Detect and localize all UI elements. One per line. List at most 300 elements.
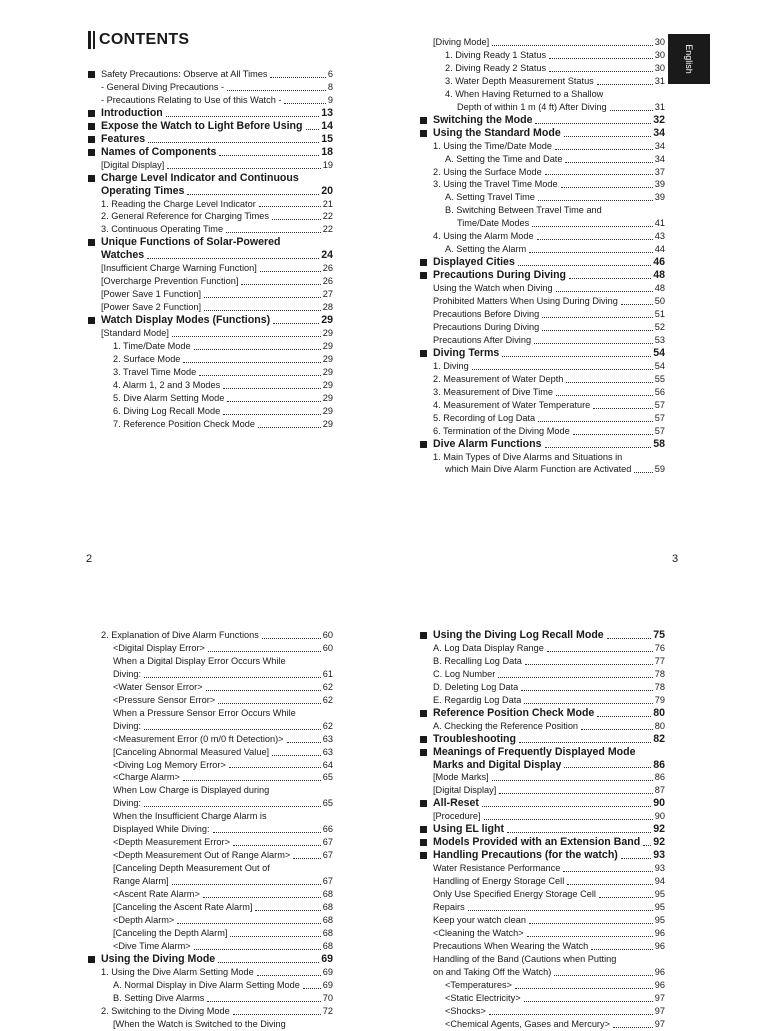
toc-entry <box>420 655 665 668</box>
toc-entry-page: 62 <box>322 694 333 705</box>
toc-leader-dots <box>183 780 321 781</box>
toc-entry <box>88 392 333 405</box>
toc-entry <box>88 405 333 418</box>
toc-entry-title: <Water Sensor Error> <box>113 681 203 692</box>
toc-column-4 <box>420 629 665 1031</box>
toc-entry-page: 6 <box>327 69 333 79</box>
toc-entry <box>420 797 665 810</box>
toc-leader-dots <box>172 884 321 885</box>
toc-leader-dots <box>555 149 653 150</box>
toc-leader-dots <box>207 1001 320 1002</box>
toc-entry-page: 34 <box>653 126 665 139</box>
toc-leader-dots <box>597 716 651 717</box>
toc-entry-title: 6. Termination of the Diving Mode <box>433 425 570 436</box>
toc-leader-dots <box>564 767 651 768</box>
toc-entry <box>88 966 333 979</box>
toc-entry-title: A. Setting the Time and Date <box>445 153 563 164</box>
toc-entry-title: Watches <box>101 249 145 262</box>
toc-entry-page: 78 <box>654 681 665 692</box>
toc-entry-title: 3. Using the Travel Time Mode <box>433 179 558 190</box>
toc-entry <box>420 733 665 746</box>
toc-entry-title: All-Reset <box>420 797 479 810</box>
toc-entry-page: 30 <box>654 37 665 47</box>
toc-entry-title: Precautions When Wearing the Watch <box>433 940 589 951</box>
toc-leader-dots <box>547 651 653 652</box>
toc-entry-page: 95 <box>654 914 665 925</box>
toc-entry <box>88 81 333 94</box>
toc-entry <box>88 68 333 81</box>
toc-entry-page: 96 <box>654 927 665 938</box>
toc-entry-title: Keep your watch clean <box>433 914 526 925</box>
toc-entry-title: [Canceling the Ascent Rate Alarm] <box>113 902 253 913</box>
toc-leader-dots <box>549 58 653 59</box>
toc-leader-dots <box>199 375 321 376</box>
toc-entry-page: 29 <box>322 418 333 429</box>
toc-entry-title: - Precautions Relating to Use of this Watch - <box>101 94 282 105</box>
toc-entry <box>88 327 333 340</box>
toc-entry <box>88 223 333 236</box>
toc-entry <box>420 849 665 862</box>
toc-leader-dots <box>273 323 319 324</box>
toc-entry-title: B. Switching Between Travel Time and <box>445 205 602 216</box>
toc-entry-title: - General Diving Precautions - <box>101 81 225 92</box>
toc-entry <box>88 862 333 875</box>
toc-leader-dots <box>569 278 651 279</box>
toc-entry-title: 1. Reading the Charge Level Indicator <box>101 198 256 209</box>
toc-leader-dots <box>499 793 652 794</box>
toc-entry-title: <Pressure Sensor Error> <box>113 694 216 705</box>
toc-entry <box>420 463 665 476</box>
toc-entry <box>420 412 665 425</box>
toc-entry-title: Introduction <box>88 107 163 120</box>
toc-entry-page: 56 <box>654 386 665 397</box>
toc-entry-title: When a Digital Display Error Occurs While <box>113 655 286 666</box>
toc-entry <box>88 629 333 642</box>
toc-entry-title: C. Log Number <box>433 668 496 679</box>
toc-entry-title: <Depth Alarm> <box>113 914 175 925</box>
toc-leader-dots <box>208 651 321 652</box>
toc-entry-page: 68 <box>322 914 333 925</box>
toc-entry-page: 29 <box>322 379 333 390</box>
toc-entry-title: 1. Main Types of Dive Alarms and Situations in <box>433 451 623 462</box>
toc-leader-dots <box>227 401 320 402</box>
toc-leader-dots <box>607 638 652 639</box>
toc-entry-page: 61 <box>322 668 333 679</box>
toc-entry-title: 7. Reference Position Check Mode <box>113 418 255 429</box>
toc-entry <box>88 849 333 862</box>
toc-entry-page: 66 <box>322 824 333 835</box>
toc-leader-dots <box>573 434 653 435</box>
toc-leader-dots <box>597 84 653 85</box>
toc-entry <box>88 642 333 655</box>
toc-entry-page: 39 <box>654 179 665 190</box>
toc-leader-dots <box>507 832 651 833</box>
toc-entry-page: 57 <box>654 412 665 423</box>
toc-entry-page: 96 <box>654 966 665 977</box>
toc-entry <box>420 642 665 655</box>
toc-leader-dots <box>621 304 653 305</box>
toc-leader-dots <box>223 414 321 415</box>
toc-entry <box>88 1005 333 1018</box>
toc-entry <box>420 321 665 334</box>
toc-entry <box>420 836 665 849</box>
toc-entry-page: 86 <box>653 758 665 771</box>
toc-leader-dots <box>538 200 653 201</box>
toc-entry <box>88 198 333 211</box>
toc-entry-page: 65 <box>322 798 333 809</box>
toc-entry <box>420 127 665 140</box>
toc-entry-title: 3. Water Depth Measurement Status <box>445 75 594 86</box>
toc-entry-page: 80 <box>653 706 665 719</box>
toc-entry-page: 68 <box>322 940 333 951</box>
toc-entry-page: 97 <box>654 992 665 1003</box>
toc-column-1 <box>88 68 333 431</box>
toc-entry <box>420 114 665 127</box>
toc-entry <box>88 901 333 914</box>
toc-leader-dots <box>532 226 653 227</box>
toc-entry <box>420 153 665 166</box>
toc-leader-dots <box>167 168 320 169</box>
toc-entry-page: 59 <box>654 464 665 475</box>
toc-entry <box>88 733 333 746</box>
toc-entry-page: 78 <box>654 668 665 679</box>
toc-entry-page: 48 <box>653 269 665 282</box>
toc-leader-dots <box>218 703 321 704</box>
toc-entry-title: Handling of Energy Storage Cell <box>433 876 565 887</box>
toc-leader-dots <box>284 103 325 104</box>
toc-entry-title: [Power Save 1 Function] <box>101 289 202 300</box>
toc-leader-dots <box>538 421 653 422</box>
toc-entry-title: Expose the Watch to Light Before Using <box>88 120 303 133</box>
toc-entry-title: Using the Diving Mode <box>88 953 215 966</box>
toc-leader-dots <box>260 271 321 272</box>
toc-entry <box>88 927 333 940</box>
toc-entry-page: 19 <box>322 159 333 170</box>
toc-entry-page: 29 <box>322 341 333 352</box>
toc-entry <box>420 88 665 101</box>
toc-entry <box>420 914 665 927</box>
toc-entry <box>420 204 665 217</box>
toc-entry <box>88 133 333 146</box>
toc-leader-dots <box>144 677 321 678</box>
toc-entry-page: 70 <box>322 992 333 1003</box>
toc-entry-title: Using the Standard Mode <box>420 127 561 140</box>
toc-leader-dots <box>482 806 651 807</box>
toc-entry-page: 27 <box>322 289 333 300</box>
toc-entry-page: 69 <box>321 952 333 965</box>
toc-entry-title: <Diving Log Memory Error> <box>113 759 226 770</box>
toc-entry <box>420 217 665 230</box>
toc-entry-page: 29 <box>321 314 333 327</box>
toc-leader-dots <box>204 310 321 311</box>
toc-entry-title: on and Taking Off the Watch) <box>433 966 552 977</box>
toc-entry <box>88 746 333 759</box>
toc-leader-dots <box>515 988 653 989</box>
toc-entry-page: 31 <box>654 101 665 112</box>
toc-leader-dots <box>183 362 320 363</box>
toc-entry <box>88 797 333 810</box>
toc-leader-dots <box>524 1001 653 1002</box>
toc-leader-dots <box>233 1014 321 1015</box>
toc-entry-title: <Cleaning the Watch> <box>433 927 524 938</box>
toc-leader-dots <box>306 129 320 130</box>
toc-leader-dots <box>203 897 321 898</box>
toc-leader-dots <box>566 382 652 383</box>
toc-leader-dots <box>272 219 321 220</box>
toc-entry-title: A. Setting Travel Time <box>445 192 535 203</box>
toc-entry <box>420 451 665 464</box>
toc-leader-dots <box>565 162 652 163</box>
toc-entry-title: <Charge Alarm> <box>113 772 180 783</box>
toc-entry-title: Reference Position Check Mode <box>420 707 594 720</box>
toc-leader-dots <box>272 755 321 756</box>
toc-entry-title: B. Recalling Log Data <box>433 655 522 666</box>
toc-entry-title: <Depth Measurement Out of Range Alarm> <box>113 850 291 861</box>
toc-entry-page: 62 <box>322 681 333 692</box>
toc-leader-dots <box>257 975 321 976</box>
toc-entry <box>420 425 665 438</box>
toc-leader-dots <box>270 77 325 78</box>
toc-entry-title: which Main Dive Alarm Function are Activated <box>445 464 632 475</box>
toc-entry-title: Charge Level Indicator and Continuous <box>88 172 299 185</box>
toc-entry <box>420 49 665 62</box>
toc-entry-page: 54 <box>653 346 665 359</box>
toc-entry-page: 29 <box>322 328 333 339</box>
toc-entry <box>420 243 665 256</box>
toc-entry-title: [Diving Mode] <box>433 37 490 47</box>
toc-entry <box>420 1018 665 1031</box>
toc-entry-title: <Dive Time Alarm> <box>113 940 191 951</box>
toc-entry <box>420 707 665 720</box>
toc-entry-page: 82 <box>653 732 665 745</box>
toc-entry-title: 4. Alarm 1, 2 and 3 Modes <box>113 379 221 390</box>
toc-entry-page: 29 <box>322 366 333 377</box>
toc-entry <box>88 720 333 733</box>
toc-entry <box>88 210 333 223</box>
toc-entry-title: <Shocks> <box>445 1005 486 1016</box>
toc-entry <box>420 347 665 360</box>
toc-entry <box>420 629 665 642</box>
toc-entry <box>420 140 665 153</box>
toc-entry-page: 55 <box>654 373 665 384</box>
toc-leader-dots <box>187 194 319 195</box>
toc-entry-title: 3. Travel Time Mode <box>113 366 197 377</box>
toc-entry <box>420 75 665 88</box>
page-number-right: 3 <box>672 553 679 565</box>
toc-entry <box>88 759 333 772</box>
toc-entry-title: Handling Precautions (for the watch) <box>420 849 618 862</box>
toc-entry-title: <Ascent Rate Alarm> <box>113 889 200 900</box>
toc-leader-dots <box>545 447 652 448</box>
toc-entry-page: 22 <box>322 224 333 235</box>
toc-entry <box>420 940 665 953</box>
toc-entry <box>420 927 665 940</box>
toc-entry-page: 80 <box>654 720 665 731</box>
toc-entry <box>88 418 333 431</box>
toc-leader-dots <box>484 819 653 820</box>
toc-entry <box>420 901 665 914</box>
toc-entry-page: 13 <box>321 106 333 119</box>
toc-leader-dots <box>144 729 321 730</box>
toc-leader-dots <box>502 356 651 357</box>
toc-entry-title: [Canceling the Depth Alarm] <box>113 927 228 938</box>
toc-entry-title: Meanings of Frequently Displayed Mode <box>420 746 636 759</box>
toc-entry <box>88 249 333 262</box>
toc-entry-page: 96 <box>654 979 665 990</box>
toc-entry-title: Time/Date Modes <box>457 218 530 229</box>
toc-entry <box>420 1005 665 1018</box>
toc-entry-page: 65 <box>322 772 333 783</box>
toc-leader-dots <box>610 110 653 111</box>
language-tab <box>668 34 710 84</box>
toc-entry <box>420 888 665 901</box>
toc-entry-title: 2. Explanation of Dive Alarm Functions <box>101 630 259 640</box>
toc-entry-page: 34 <box>654 153 665 164</box>
toc-entry-title: Names of Components <box>88 146 216 159</box>
toc-entry <box>88 784 333 797</box>
toc-entry-title: Dive Alarm Functions <box>420 438 542 451</box>
toc-entry <box>88 262 333 275</box>
toc-entry-page: 60 <box>322 630 333 640</box>
toc-leader-dots <box>564 136 651 137</box>
toc-entry-page: 8 <box>327 81 333 92</box>
toc-leader-dots <box>303 988 321 989</box>
toc-entry <box>420 966 665 979</box>
toc-entry-title: A. Normal Display in Dive Alarm Setting Mode <box>113 979 300 990</box>
toc-leader-dots <box>524 703 652 704</box>
toc-entry-title: When Low Charge is Displayed during <box>113 785 270 796</box>
toc-leader-dots <box>498 677 652 678</box>
toc-column-3 <box>88 629 333 1031</box>
title-text: CONTENTS <box>99 31 190 48</box>
toc-leader-dots <box>489 1014 653 1015</box>
toc-entry-page: 18 <box>321 145 333 158</box>
toc-entry-title: [Canceling Abnormal Measured Value] <box>113 746 270 757</box>
toc-entry-title: [Mode Marks] <box>433 772 489 783</box>
toc-entry-page: 37 <box>654 166 665 177</box>
toc-entry-page: 90 <box>654 811 665 822</box>
toc-entry-title: Switching the Mode <box>420 114 532 127</box>
toc-leader-dots <box>634 472 652 473</box>
toc-entry-page: 60 <box>322 642 333 653</box>
toc-entry-page: 14 <box>321 119 333 132</box>
toc-entry <box>88 940 333 953</box>
toc-entry-title: 4. Measurement of Water Temperature <box>433 399 591 410</box>
toc-column-2 <box>420 36 665 476</box>
toc-entry-page: 44 <box>654 244 665 255</box>
toc-leader-dots <box>621 858 651 859</box>
toc-entry-title: Models Provided with an Extension Band <box>420 836 640 849</box>
toc-leader-dots <box>241 284 320 285</box>
toc-leader-dots <box>556 395 653 396</box>
toc-entry-page: 76 <box>654 642 665 653</box>
toc-entry-title: Prohibited Matters When Using During Diving <box>433 296 618 307</box>
toc-entry <box>420 178 665 191</box>
toc-entry-page: 69 <box>322 979 333 990</box>
toc-entry <box>420 101 665 114</box>
toc-leader-dots <box>529 923 653 924</box>
toc-leader-dots <box>144 806 321 807</box>
toc-entry <box>420 771 665 784</box>
toc-entry-title: <Measurement Error (0 m/0 ft Detection)> <box>113 733 284 744</box>
toc-entry <box>88 275 333 288</box>
toc-leader-dots <box>545 174 653 175</box>
toc-entry <box>88 172 333 185</box>
toc-leader-dots <box>535 123 651 124</box>
toc-entry <box>420 256 665 269</box>
toc-entry-page: 69 <box>322 966 333 977</box>
toc-entry-title: [Procedure] <box>433 811 481 822</box>
toc-entry <box>88 655 333 668</box>
toc-entry-title: Depth of within 1 m (4 ft) After Diving <box>457 101 607 112</box>
toc-entry <box>420 62 665 75</box>
toc-entry <box>88 992 333 1005</box>
toc-entry-title: Features <box>88 133 145 146</box>
toc-leader-dots <box>534 343 653 344</box>
toc-entry-page: 41 <box>654 218 665 229</box>
toc-entry <box>88 681 333 694</box>
toc-entry-page: 68 <box>322 889 333 900</box>
toc-leader-dots <box>148 142 319 143</box>
toc-entry <box>420 992 665 1005</box>
toc-entry-title: 4. When Having Returned to a Shallow <box>445 88 604 99</box>
toc-entry-title: 3. Measurement of Dive Time <box>433 386 553 397</box>
toc-entry-page: 93 <box>653 849 665 862</box>
toc-entry-title: Repairs <box>433 902 465 913</box>
toc-entry-title: Precautions During Diving <box>420 269 566 282</box>
toc-entry <box>420 668 665 681</box>
toc-entry-title: 5. Dive Alarm Setting Mode <box>113 392 225 403</box>
toc-entry-page: 67 <box>322 850 333 861</box>
toc-leader-dots <box>525 664 653 665</box>
toc-entry-page: 57 <box>654 425 665 436</box>
toc-entry <box>88 979 333 992</box>
toc-entry-page: 24 <box>321 249 333 262</box>
toc-entry-title: 2. Using the Surface Mode <box>433 166 542 177</box>
toc-entry-title: A. Log Data Display Range <box>433 642 544 653</box>
toc-entry-title: Using the Watch when Diving <box>433 283 553 294</box>
toc-entry <box>420 438 665 451</box>
toc-entry-page: 51 <box>654 309 665 320</box>
toc-leader-dots <box>492 780 653 781</box>
toc-entry <box>88 1018 333 1031</box>
toc-entry-page: 31 <box>654 75 665 86</box>
toc-leader-dots <box>255 910 320 911</box>
toc-entry <box>88 366 333 379</box>
toc-entry-title: Handling of the Band (Cautions when Putting <box>433 953 617 964</box>
toc-leader-dots <box>556 291 653 292</box>
toc-entry-page: 57 <box>654 399 665 410</box>
toc-entry-page: 22 <box>322 211 333 222</box>
toc-entry-page: 46 <box>653 256 665 269</box>
toc-entry <box>420 875 665 888</box>
toc-entry-title: <Depth Measurement Error> <box>113 837 230 848</box>
toc-entry-title: Safety Precautions: Observe at All Times <box>88 68 267 81</box>
toc-entry-title: When a Pressure Sensor Error Occurs While <box>113 707 296 718</box>
toc-entry <box>420 334 665 347</box>
toc-entry-title: 2. Diving Ready 2 Status <box>445 62 547 73</box>
toc-entry-title: Unique Functions of Solar-Powered <box>88 236 281 249</box>
toc-entry <box>420 694 665 707</box>
toc-entry-title: Displayed While Diving: <box>113 824 210 835</box>
toc-entry-title: 4. Using the Alarm Mode <box>433 231 534 242</box>
toc-leader-dots <box>542 330 653 331</box>
toc-entry-page: 95 <box>654 889 665 900</box>
toc-entry <box>420 681 665 694</box>
toc-leader-dots <box>219 155 319 156</box>
toc-entry-page: 30 <box>654 49 665 60</box>
toc-entry <box>88 707 333 720</box>
